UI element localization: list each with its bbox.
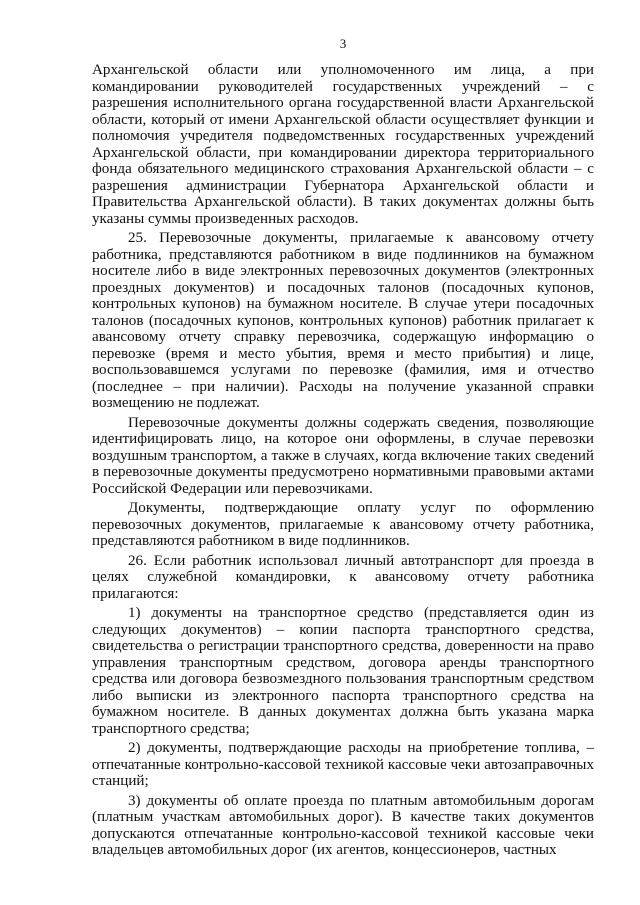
document-page <box>92 0 594 862</box>
paragraph-subitem-3: 3) документы об оплате проезда по платным автомобильным дорогам (платным участкам автомобильных дорог). В качестве таких документов допускаются отпечатанные контрольно-кассовой техникой кассовые чеки владельцев автомобильных дорог (их агентов, концессионеров, частных <box>92 792 594 858</box>
paragraph-item-26: 26. Если работник использовал личный автотранспорт для проезда в целях служебной командировки, к авансовому отчету работника прилагаются: <box>92 552 594 602</box>
page-number: 3 <box>339 36 347 51</box>
paragraph-continued: Архангельской области или уполномоченного им лица, а при командировании руководителей государственных учреждений – с разрешения исполнительного органа государственной власти Архангельской области, который от имени Архангельской области осуществляет функции и полномочия учредителя подведомственных государственных учреждений Архангельской области, при командировании директора территориального фонда обязательного медицинского страхования Архангельской области – с разрешения администрации Губернатора Архангельской области и Правительства Архангельской области). В таких документах должны быть указаны суммы произведенных расходов. <box>92 62 594 227</box>
paragraph-payment-documents: Документы, подтверждающие оплату услуг по оформлению перевозочных документов, прилагаемые к авансовому отчету работника, представляются работником в виде подлинников. <box>92 500 594 549</box>
paragraph-subitem-2: 2) документы, подтверждающие расходы на приобретение топлива, – отпечатанные контрольно-кассовой техникой кассовые чеки автозаправочных станций; <box>92 740 594 789</box>
paragraph-item-25: 25. Перевозочные документы, прилагаемые к авансовому отчету работника, представляются работником в виде подлинников на бумажном носителе либо в виде электронных перевозочных документов (электронных проездных документов) и посадочных талонов (посадочных купонов, контрольных купонов) на бумажном носителе. В случае утери посадочных талонов (посадочных купонов, контрольных купонов) работник прилагает к авансовому отчету справку перевозчика, содержащую информацию о перевозке (время и место убытия, время и место прибытия) и лице, воспользовавшемся услугами по перевозке (фамилия, имя и отчество (последнее – при наличии). Расходы на получение указанной справки возмещению не подлежат. <box>92 230 594 411</box>
paragraph-transport-documents: Перевозочные документы должны содержать сведения, позволяющие идентифицировать лицо, на которое они оформлены, в случае перевозки воздушным транспортом, а также в случаях, когда включение таких сведений в перевозочные документы предусмотрено нормативными правовыми актами Российской Федерации или перевозчиками. <box>92 414 594 497</box>
paragraph-subitem-1: 1) документы на транспортное средство (представляется один из следующих документов) – копии паспорта транспортного средства, свидетельства о регистрации транспортного средства, доверенности на право управления транспортным средством, договора аренды транспортного средства или договора безвозмездного пользования транспортным средством либо выписки из электронного паспорта транспортного средства на бумажном носителе. В данных документах должна быть указана марка транспортного средства; <box>92 605 594 737</box>
